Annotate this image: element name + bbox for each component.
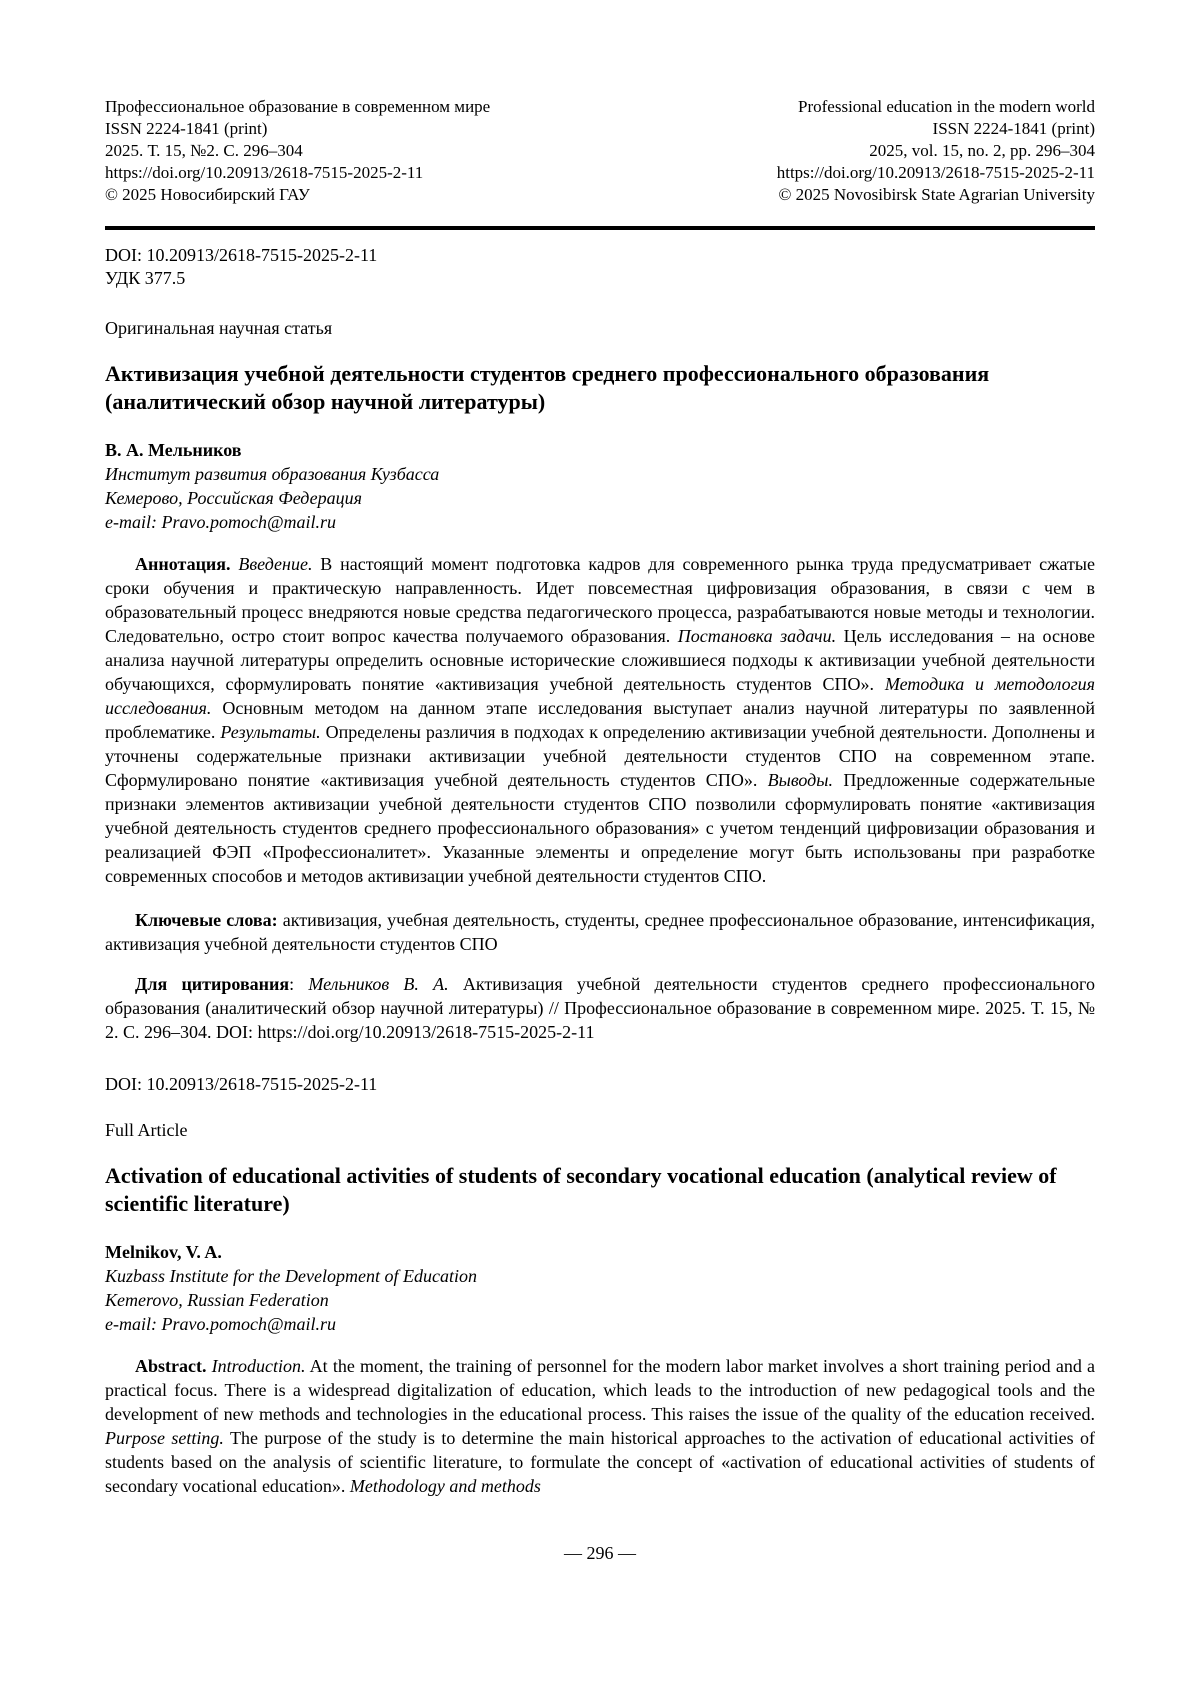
full-article-label: Full Article: [105, 1120, 188, 1140]
email-ru: e-mail: Pravo.pomoch@mail.ru: [105, 512, 337, 532]
doi-line-2: DOI: 10.20913/2618-7515-2025-2-11: [105, 1074, 378, 1094]
author-block-en: [105, 1240, 1095, 1336]
copyright-en: © 2025 Novosibirsk State Agrarian University: [778, 185, 1095, 204]
article-type-label-ru: Оригинальная научная статья: [105, 318, 333, 338]
doi-url-ru: https://doi.org/10.20913/2618-7515-2025-2-11: [105, 163, 424, 182]
volume-info-ru: 2025. Т. 15, №2. С. 296–304: [105, 141, 303, 160]
abstract-ru: Аннотация. Введение. В настоящий момент подготовка кадров для современного рынка труда предусматривает сжатые сроки обучения и практическую направленность. Идет повсеместная цифровизация образования, в связи с чем в образовательный процесс внедряются новые средства педагогического процесса, разрабатываются новые методы и технологии. Следовательно, остро стоит вопрос качества получаемого образования. Постановка задачи. Цель исследования – на основе анализа научной литературы определить основные исторические сложившиеся подходы к активизации учебной деятельности обучающихся, сформулировать понятие «активизация учебной деятельность студентов СПО». Методика и методология исследования. Основным методом на данном этапе исследования выступает анализ научной литературы по заявленной проблематике. Результаты. Определены различия в подходах к определению активизации учебной деятельности. Дополнены и уточнены содержательные признаки активизации учебной деятельности студентов СПО на современном этапе. Сформулировано понятие «активизация учебной деятельность студентов СПО». Выводы. Предложенные содержательные признаки элементов активизации учебной деятельности студентов СПО позволили сформулировать понятие «активизация учебной деятельность студентов среднего профессионального образования» с учетом тенденций цифровизации образования и реализацией ФЭП «Профессионалитет». Указанные элементы и определение могут быть использованы при разработке современных способов и методов активизации учебной деятельности студентов СПО.: [105, 554, 1096, 886]
article-meta: [105, 244, 1095, 290]
udk-line: УДК 377.5: [105, 268, 186, 288]
issn-ru: ISSN 2224-1841 (print): [105, 119, 268, 138]
location-en: Kemerovo, Russian Federation: [105, 1290, 329, 1310]
journal-header-en: [777, 96, 1095, 206]
author-name-en: Melnikov, V. A.: [105, 1242, 222, 1262]
issn-en: ISSN 2224-1841 (print): [932, 119, 1095, 138]
article-title-en: Activation of educational activities of students of secondary vocational education (analytical review of scientific literature): [105, 1163, 1057, 1216]
journal-header-ru: [105, 96, 490, 206]
copyright-ru: © 2025 Новосибирский ГАУ: [105, 185, 310, 204]
doi-url-en: https://doi.org/10.20913/2618-7515-2025-2-11: [776, 163, 1095, 182]
email-en: e-mail: Pravo.pomoch@mail.ru: [105, 1314, 337, 1334]
doi-line: DOI: 10.20913/2618-7515-2025-2-11: [105, 245, 378, 265]
affiliation-en: Kuzbass Institute for the Development of Education: [105, 1266, 477, 1286]
abstract-en: Abstract. Introduction. At the moment, the training of personnel for the modern labor market involves a short training period and a practical focus. There is a widespread digitalization of education, which leads to the introduction of new pedagogical tools and the development of new methods and technologies in the educational process. This raises the issue of the quality of the education received. Purpose setting. The purpose of the study is to determine the main historical approaches to the activation of educational activities of students based on the analysis of scientific literature, to formulate the concept of «activation of educational activities of students of secondary vocational education». Methodology and methods: [105, 1356, 1096, 1496]
header-divider: [105, 226, 1095, 230]
journal-title-ru: Профессиональное образование в современном мире: [105, 97, 491, 116]
page-number: — 296 —: [564, 1543, 636, 1563]
citation-ru: Для цитирования: Мельников В. А. Активизация учебной деятельности студентов среднего профессионального образования (аналитический обзор научной литературы) // Профессиональное образование в современном мире. 2025. Т. 15, № 2. С. 296–304. DOI: https://doi.org/10.20913/2618-7515-2025-2-11: [105, 974, 1095, 1042]
volume-info-en: 2025, vol. 15, no. 2, pp. 296–304: [869, 141, 1095, 160]
author-block-ru: [105, 438, 1095, 534]
article-title-ru: Активизация учебной деятельности студентов среднего профессионального образования (аналитический обзор научной литературы): [105, 361, 990, 414]
location-ru: Кемерово, Российская Федерация: [105, 488, 362, 508]
keywords-ru: Ключевые слова: активизация, учебная деятельность, студенты, среднее профессиональное образование, интенсификация, активизация учебной деятельности студентов СПО: [105, 910, 1095, 954]
author-name-ru: В. А. Мельников: [105, 440, 242, 460]
journal-title-en: Professional education in the modern world: [798, 97, 1095, 116]
affiliation-ru: Институт развития образования Кузбасса: [105, 464, 440, 484]
journal-header: [105, 96, 1095, 206]
